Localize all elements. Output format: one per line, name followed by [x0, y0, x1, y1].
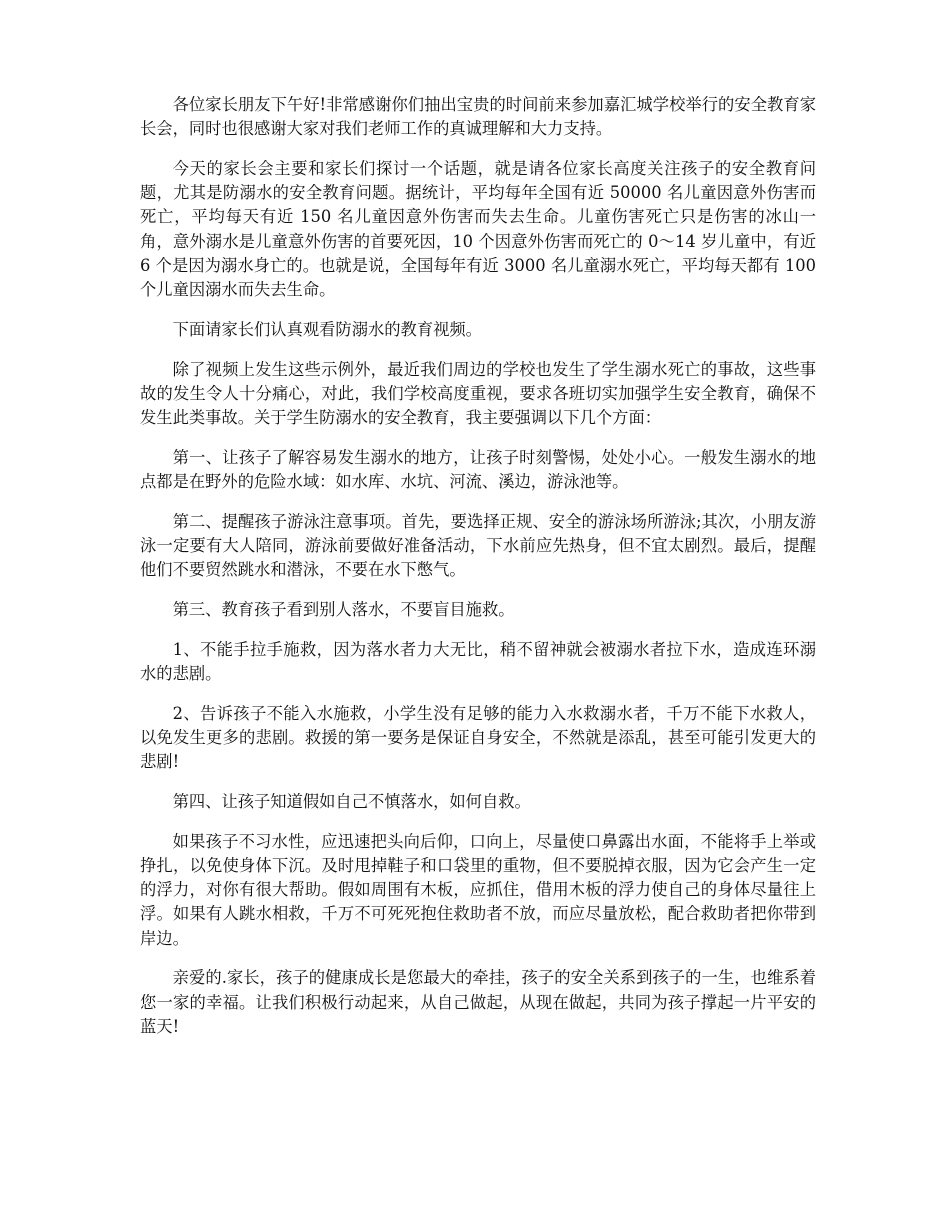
paragraph-point-three: 第三、教育孩子看到别人落水，不要盲目施救。	[172, 600, 515, 620]
paragraph-closing: 亲爱的.家长，孩子的健康成长是您最大的牵挂，孩子的安全关系到孩子的一生，也维系着您一家的幸福。让我们积极行动起来，从自己做起，从现在做起，共同为孩子撑起一片平安的蓝天!	[140, 968, 816, 1036]
paragraph-video: 下面请家长们认真观看防溺水的教育视频。	[172, 319, 482, 339]
document-body	[140, 93, 816, 1055]
paragraph-incidents: 除了视频上发生这些示例外，最近我们周边的学校也发生了学生溺水死亡的事故，这些事故的发生令人十分痛心，对此，我们学校高度重视，要求各班切实加强学生安全教育，确保不发生此类事故。关于学生防溺水的安全教育，我主要强调以下几个方面：	[140, 359, 816, 428]
paragraph-statistics: 今天的家长会主要和家长们探讨一个话题，就是请各位家长高度关注孩子的安全教育问题，尤其是防溺水的安全教育问题。据统计，平均每年全国有近 50000 名儿童因意外伤害而死亡，平均每天有近 150 名儿童因意外伤害而失去生命。儿童伤害死亡只是伤害的冰山一角，意外溺水是儿童意外伤害的首要死因，10 个因意外伤害而死亡的 0～14 岁儿童中，有近 6 个是因为溺水身亡的。也就是说，全国每年有近 3000 名儿童溺水死亡，平均每天都有 100 个儿童因溺水而失去生命。	[140, 159, 816, 300]
paragraph-point-two: 第二、提醒孩子游泳注意事项。首先，要选择正规、安全的游泳场所游泳;其次，小朋友游泳一定要有大人陪同，游泳前要做好准备活动，下水前应先热身，但不宜太剧烈。最后，提醒他们不要贸然跳水和潜泳，不要在水下憋气。	[140, 511, 816, 580]
paragraph-self-rescue: 如果孩子不习水性，应迅速把头向后仰，口向上，尽量使口鼻露出水面，不能将手上举或挣扎，以免使身体下沉。及时甩掉鞋子和口袋里的重物，但不要脱掉衣服，因为它会产生一定的浮力，对你有很大帮助。假如周围有木板，应抓住，借用木板的浮力使自己的身体尽量往上浮。如果有人跳水相救，千万不可死死抱住救助者不放，而应尽量放松，配合救助者把你带到岸边。	[140, 831, 816, 948]
paragraph-point-three-item-2: 2、告诉孩子不能入水施救，小学生没有足够的能力入水救溺水者，千万不能下水救人，以免发生更多的悲剧。救援的第一要务是保证自身安全，不然就是添乱，甚至可能引发更大的悲剧!	[140, 703, 816, 772]
paragraph-point-one: 第一、让孩子了解容易发生溺水的地方，让孩子时刻警惕，处处小心。一般发生溺水的地点都是在野外的危险水域：如水库、水坑、河流、溪边，游泳池等。	[140, 447, 816, 492]
paragraph-greeting: 各位家长朋友下午好!非常感谢你们抽出宝贵的时间前来参加嘉汇城学校举行的安全教育家长会，同时也很感谢大家对我们老师工作的真诚理解和大力支持。	[140, 95, 816, 139]
paragraph-point-four: 第四、让孩子知道假如自己不慎落水，如何自救。	[172, 792, 531, 812]
paragraph-point-three-item-1: 1、不能手拉手施救，因为落水者力大无比，稍不留神就会被溺水者拉下水，造成连环溺水的悲剧。	[140, 639, 816, 684]
